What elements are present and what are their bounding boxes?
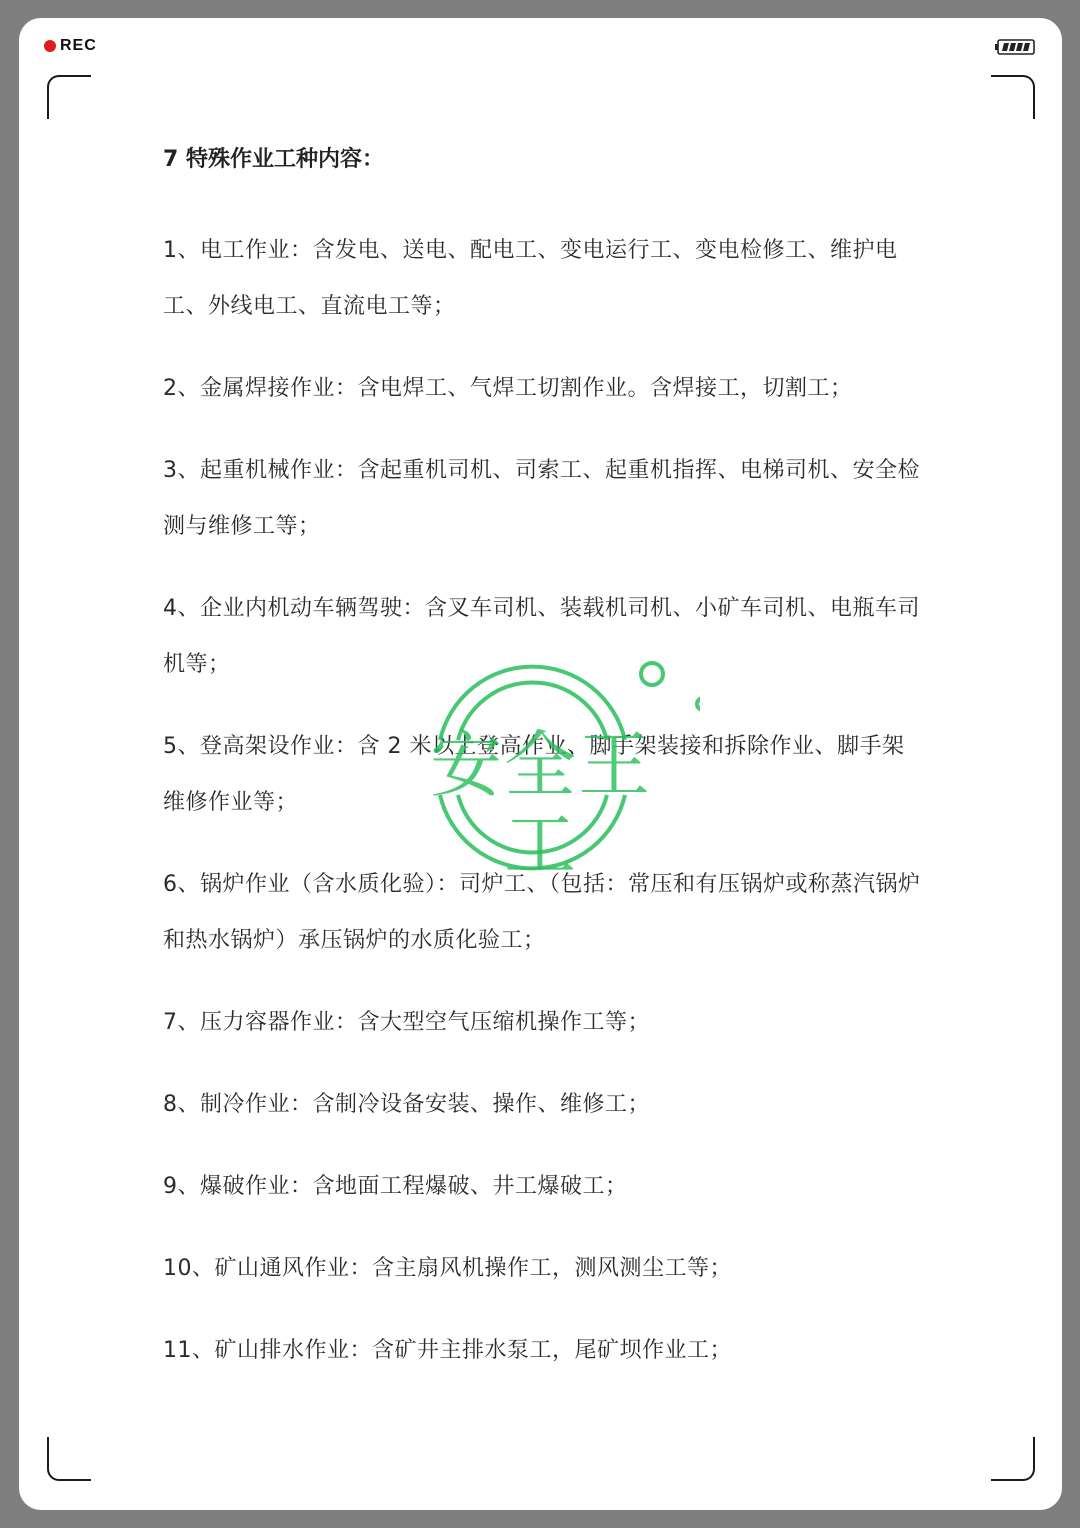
list-item: 8、制冷作业：含制冷设备安装、操作、维修工； bbox=[163, 1092, 650, 1117]
viewfinder-corner-bottom-left bbox=[47, 1437, 91, 1481]
watermark-text: 安全王工 bbox=[429, 723, 652, 887]
viewfinder-corner-bottom-right bbox=[991, 1437, 1035, 1481]
list-item: 6、锅炉作业（含水质化验）：司炉工、（包括：常压和有压锅炉或称蒸汽锅炉和热水锅炉）承压锅炉的水质化验工； bbox=[163, 872, 921, 953]
list-item: 11、矿山排水作业：含矿井主排水泵工，尾矿坝作业工； bbox=[163, 1338, 732, 1363]
battery-full-icon bbox=[994, 37, 1036, 57]
list-item: 10、矿山通风作业：含主扇风机操作工，测风测尘工等； bbox=[163, 1256, 732, 1281]
list-item: 2、金属焊接作业：含电焊工、气焊工切割作业。含焊接工，切割工； bbox=[163, 376, 853, 401]
document-body bbox=[163, 140, 923, 1405]
list-item: 4、企业内机动车辆驾驶：含叉车司机、装载机司机、小矿车司机、电瓶车司机等； bbox=[163, 596, 920, 677]
viewfinder-corner-top-right bbox=[991, 75, 1035, 119]
record-dot-icon bbox=[44, 40, 56, 52]
section-heading: 7 特殊作业工种内容： bbox=[163, 147, 384, 172]
list-item: 5、登高架设作业：含 2 米以上登高作业、脚手架装接和拆除作业、脚手架维修作业等； bbox=[163, 734, 905, 815]
list-item: 3、起重机械作业：含起重机司机、司索工、起重机指挥、电梯司机、安全检测与维修工等； bbox=[163, 458, 920, 539]
rec-indicator bbox=[44, 37, 97, 55]
rec-label: REC bbox=[60, 37, 97, 54]
list-item: 9、爆破作业：含地面工程爆破、井工爆破工； bbox=[163, 1174, 628, 1199]
list-item: 1、电工作业：含发电、送电、配电工、变电运行工、变电检修工、维护电工、外线电工、直流电工等； bbox=[163, 238, 898, 319]
viewfinder-corner-top-left bbox=[47, 75, 91, 119]
list-item: 7、压力容器作业：含大型空气压缩机操作工等； bbox=[163, 1010, 650, 1035]
